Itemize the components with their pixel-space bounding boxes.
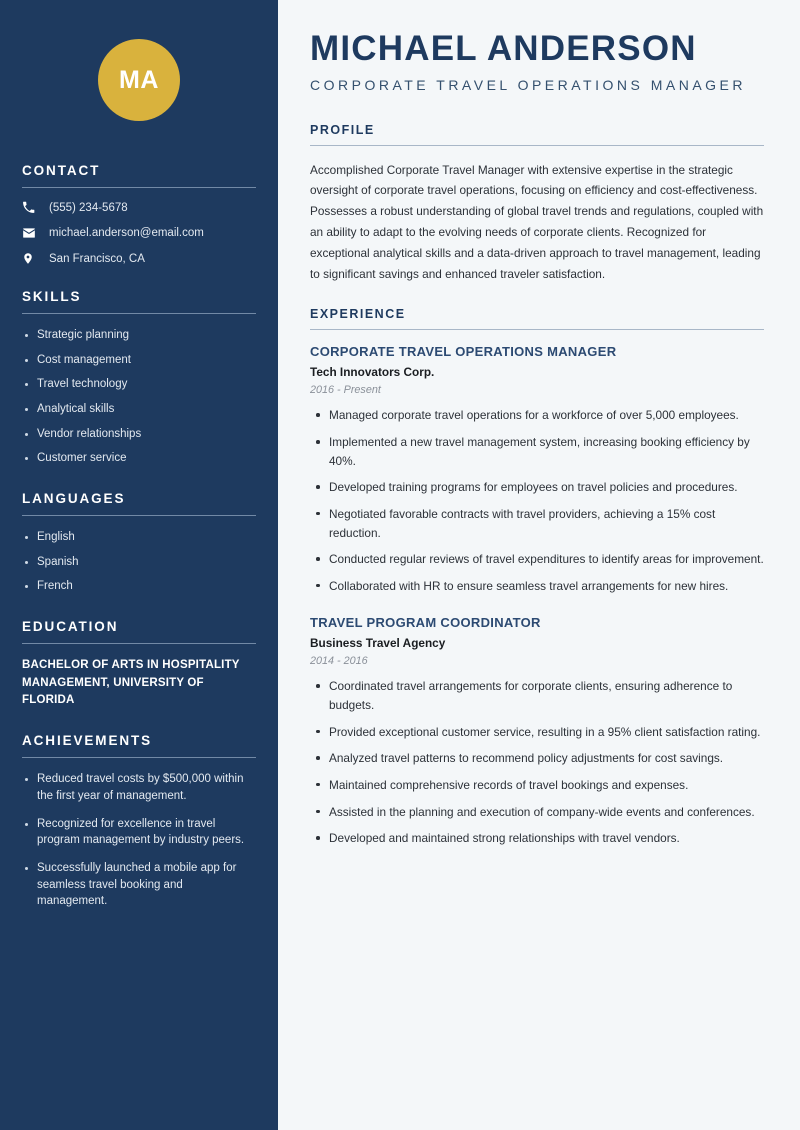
- job-bullet-list: [310, 406, 764, 595]
- list-item: Spanish: [22, 554, 256, 571]
- avatar-container: [22, 0, 256, 163]
- job-title: TRAVEL PROGRAM COORDINATOR: [310, 615, 541, 631]
- list-item: Assisted in the planning and execution of company-wide events and conferences.: [310, 803, 764, 822]
- list-item: Negotiated favorable contracts with travel providers, achieving a 15% cost reduction.: [310, 505, 764, 542]
- list-item: Implemented a new travel management system, increasing booking efficiency by 40%.: [310, 433, 764, 470]
- list-item: Maintained comprehensive records of travel bookings and expenses.: [310, 776, 764, 795]
- job-bullet-list: [310, 677, 764, 847]
- avatar: MA: [98, 39, 180, 121]
- contact-value-location: San Francisco, CA: [49, 252, 145, 265]
- sidebar: [0, 0, 278, 1130]
- list-item: Travel technology: [22, 376, 256, 393]
- list-item: English: [22, 529, 256, 546]
- list-item: Managed corporate travel operations for a workforce of over 5,000 employees.: [310, 406, 764, 425]
- contact-value-phone: (555) 234-5678: [49, 201, 128, 214]
- skills-section: [22, 289, 256, 467]
- education-heading: EDUCATION: [22, 619, 119, 635]
- skills-divider: [22, 313, 256, 314]
- list-item: Developed training programs for employees on travel policies and procedures.: [310, 478, 764, 497]
- page-title: MICHAEL ANDERSON: [310, 29, 697, 68]
- languages-heading: LANGUAGES: [22, 491, 126, 507]
- contact-divider: [22, 187, 256, 188]
- experience-heading: EXPERIENCE: [310, 307, 406, 322]
- skills-list: [22, 327, 256, 467]
- languages-list: [22, 529, 256, 595]
- education-section: [22, 619, 256, 709]
- job-company: Business Travel Agency: [310, 636, 446, 651]
- job-company: Tech Innovators Corp.: [310, 365, 435, 380]
- list-item: Recognized for excellence in travel program management by industry peers.: [22, 816, 256, 849]
- experience-divider: [310, 329, 764, 330]
- experience-entry: [310, 615, 764, 847]
- contact-section: [22, 163, 256, 265]
- contact-item-phone[interactable]: [22, 201, 256, 214]
- education-divider: [22, 643, 256, 644]
- achievements-list: [22, 771, 256, 910]
- experience-entry: [310, 344, 764, 595]
- list-item: Analytical skills: [22, 401, 256, 418]
- list-item: Strategic planning: [22, 327, 256, 344]
- list-item: Conducted regular reviews of travel expenditures to identify areas for improvement.: [310, 550, 764, 569]
- list-item: Customer service: [22, 450, 256, 467]
- contact-value-email: michael.anderson@email.com: [49, 227, 204, 239]
- phone-icon: [22, 201, 39, 214]
- list-item: Developed and maintained strong relationships with travel vendors.: [310, 829, 764, 848]
- list-item: Vendor relationships: [22, 426, 256, 443]
- job-subtitle: CORPORATE TRAVEL OPERATIONS MANAGER: [310, 76, 746, 93]
- list-item: Cost management: [22, 352, 256, 369]
- skills-heading: SKILLS: [22, 289, 82, 304]
- profile-heading: PROFILE: [310, 122, 375, 137]
- job-dates: 2016 - Present: [310, 384, 381, 397]
- achievements-section: [22, 733, 256, 910]
- job-title: CORPORATE TRAVEL OPERATIONS MANAGER: [310, 344, 617, 360]
- list-item: Coordinated travel arrangements for corporate clients, ensuring adherence to budgets.: [310, 677, 764, 714]
- achievements-heading: ACHIEVEMENTS: [22, 733, 153, 749]
- contact-item-location[interactable]: [22, 252, 256, 265]
- experience-section: [310, 307, 764, 847]
- main-content: [278, 0, 800, 1130]
- list-item: Successfully launched a mobile app for seamless travel booking and management.: [22, 860, 256, 910]
- contact-item-email[interactable]: [22, 226, 256, 240]
- profile-text: Accomplished Corporate Travel Manager with extensive expertise in the strategic oversight of corporate travel operations, focusing on efficiency and cost-effectiveness. Possesses a robust understanding of global travel trends and regulations, coupled with an ability to adapt to the evolving needs of corporate clients. Recognized for exceptional analytical skills and a data-driven approach to travel management, leading to significant savings and enhanced traveler satisfaction.: [310, 162, 764, 282]
- list-item: Provided exceptional customer service, resulting in a 95% client satisfaction rating.: [310, 723, 764, 742]
- languages-section: [22, 491, 256, 595]
- job-dates: 2014 - 2016: [310, 655, 368, 668]
- profile-section: [310, 123, 764, 286]
- list-item: Collaborated with HR to ensure seamless travel arrangements for new hires.: [310, 577, 764, 596]
- map-pin-icon: [22, 252, 39, 265]
- list-item: Reduced travel costs by $500,000 within the first year of management.: [22, 771, 256, 804]
- contact-heading: CONTACT: [22, 163, 101, 178]
- profile-divider: [310, 145, 764, 146]
- achievements-divider: [22, 757, 256, 758]
- education-degree: BACHELOR OF ARTS IN HOSPITALITY MANAGEMENT, UNIVERSITY OF FLORIDA: [22, 659, 240, 706]
- languages-divider: [22, 515, 256, 516]
- list-item: Analyzed travel patterns to recommend policy adjustments for cost savings.: [310, 749, 764, 768]
- list-item: French: [22, 578, 256, 595]
- envelope-icon: [22, 226, 39, 240]
